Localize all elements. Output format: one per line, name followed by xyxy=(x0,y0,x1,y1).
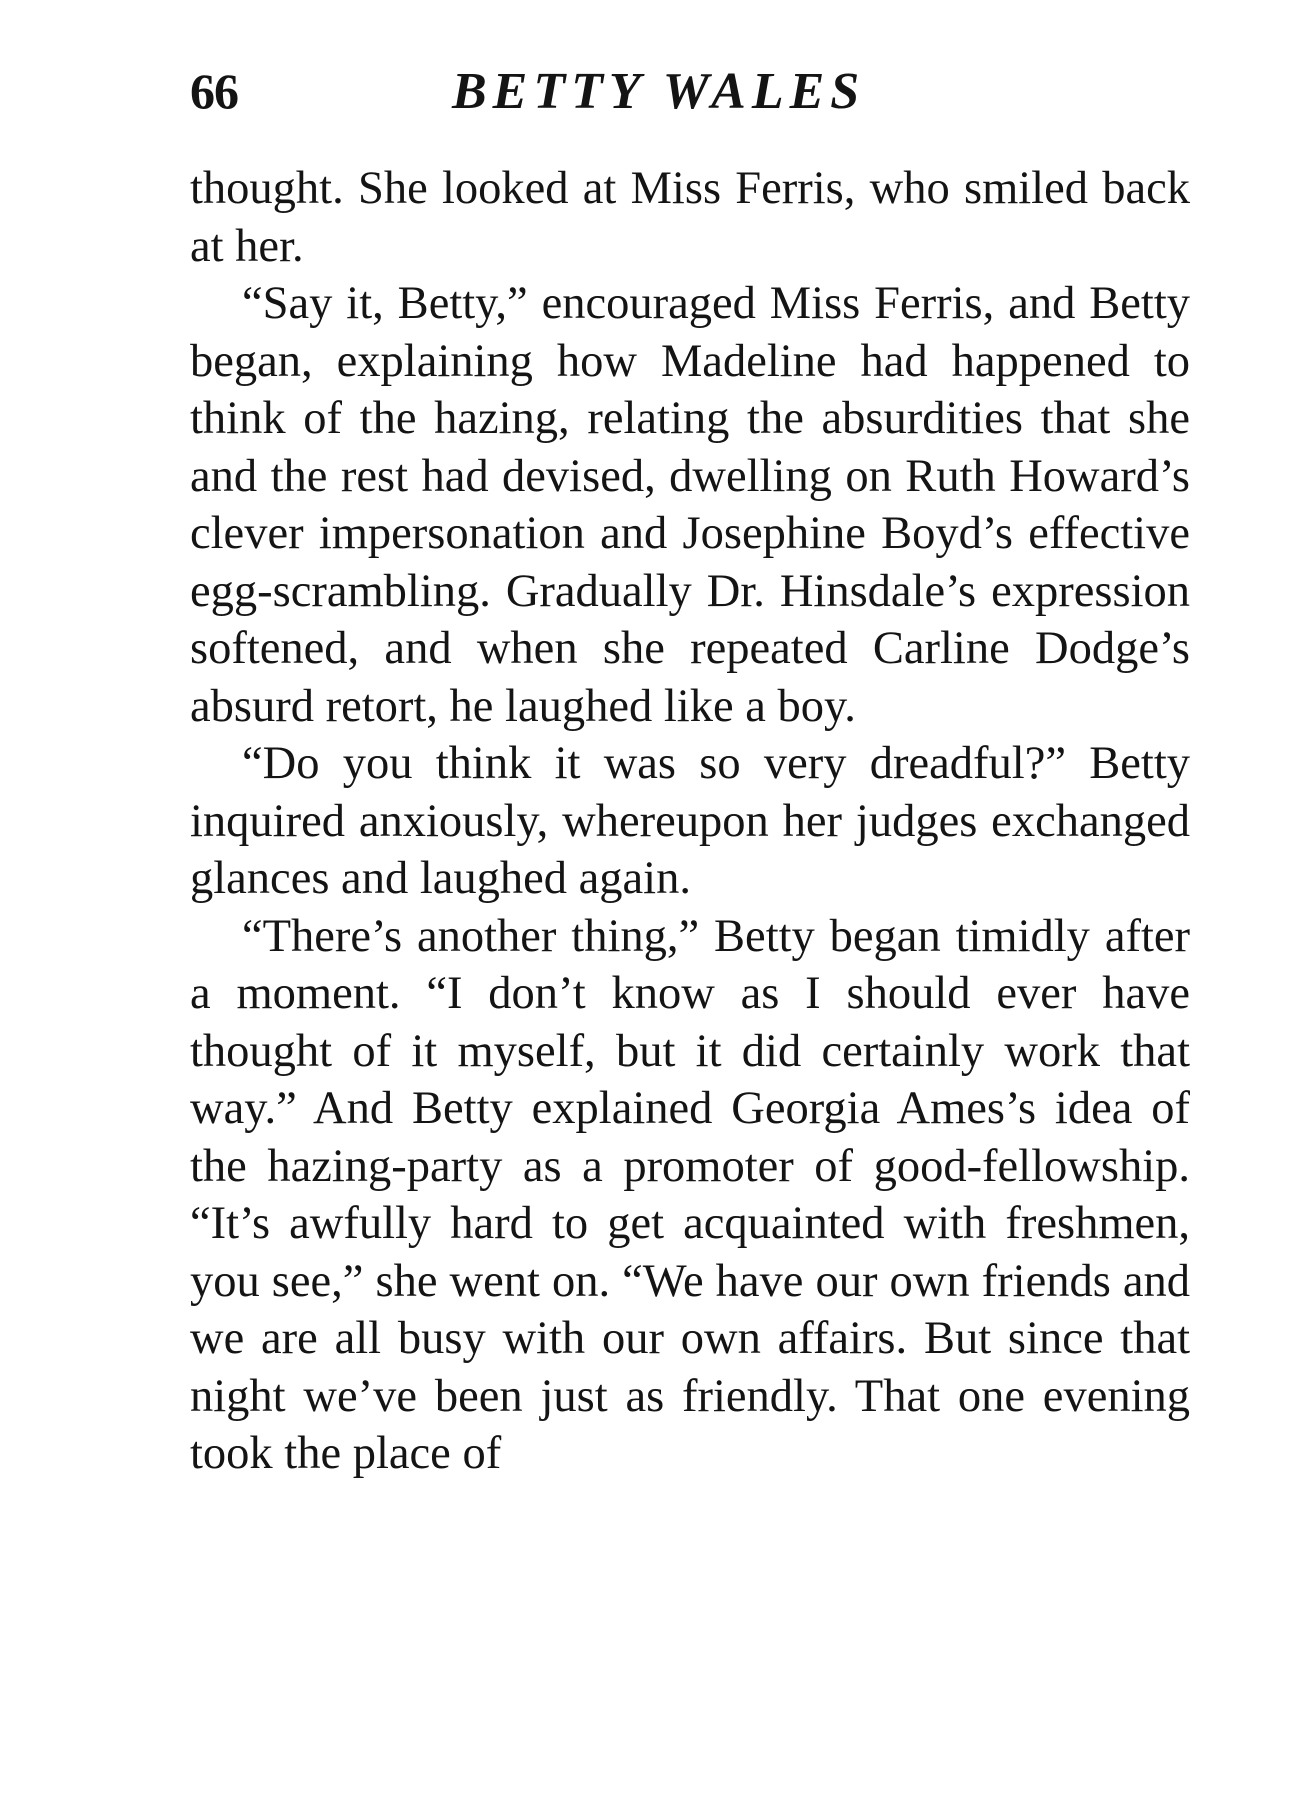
paragraph: “Do you think it was so very dreadful?” Betty inquired anxiously, whereupon her judges exchanged glances and laughed again. xyxy=(190,738,1190,904)
page-header xyxy=(190,62,1190,140)
paragraph: “There’s another thing,” Betty began timidly after a moment. “I don’t know as I should ever have thought of it myself, but it did certainly work that way.” And Betty explained Georgia Ames’s idea of the hazing-party as a promoter of good-fellowship. “It’s awfully hard to get acquainted with freshmen, you see,” she went on. “We have our own friends and we are all busy with our own affairs. But since that night we’ve been just as friendly. That one evening took the place of xyxy=(190,910,1190,1479)
body-text xyxy=(190,160,1190,1483)
page-number: 66 xyxy=(190,63,238,119)
paragraph: “Say it, Betty,” encouraged Miss Ferris, and Betty began, explaining how Madeline had happened to think of the hazing, relating the absurdities that she and the rest had devised, dwelling on Ruth Howard’s clever impersonation and Josephine Boyd’s effective egg-scrambling. Gradually Dr. Hinsdale’s expression softened, and when she repeated Carline Dodge’s absurd retort, he laughed like a boy. xyxy=(190,278,1190,732)
book-page xyxy=(190,62,1190,1483)
running-title: BETTY WALES xyxy=(452,63,866,120)
paragraph-continuation: thought. She looked at Miss Ferris, who smiled back at her. xyxy=(190,163,1190,272)
